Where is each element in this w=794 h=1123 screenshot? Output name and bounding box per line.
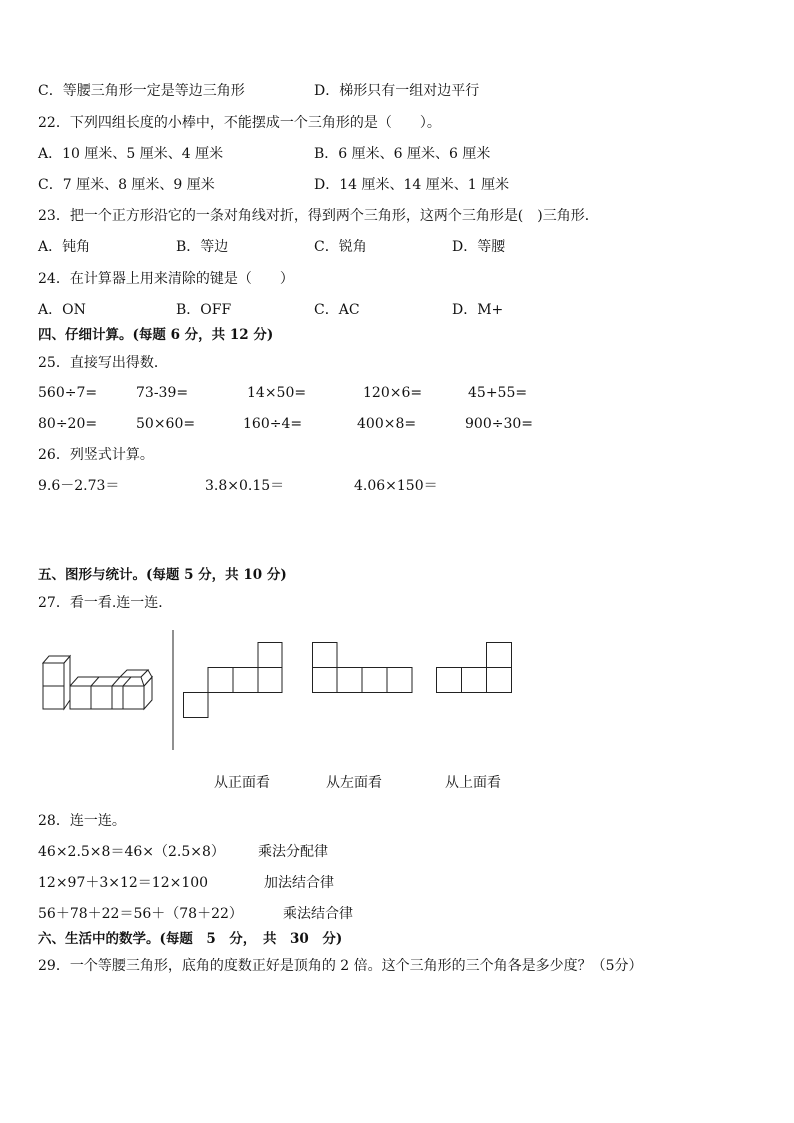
- q25-row2-item: 400×8=: [357, 416, 417, 432]
- q28-equation: 56＋78＋22＝56＋（78＋22）: [38, 906, 243, 922]
- q21-option-c: C．等腰三角形一定是等边三角形: [38, 83, 245, 99]
- q26-item: 4.06×150＝: [354, 478, 438, 494]
- q22-option-c: C．7 厘米、8 厘米、9 厘米: [38, 177, 215, 193]
- q28-stem: 28．连一连。: [38, 813, 126, 829]
- section-5-heading: 五、图形与统计。(每题 5 分，共 10 分): [38, 567, 287, 583]
- q26-stem: 26．列竖式计算。: [38, 447, 154, 463]
- q25-row1-item: 73-39=: [136, 385, 189, 401]
- q28-law: 乘法结合律: [283, 906, 353, 922]
- q28-law: 乘法分配律: [258, 844, 328, 860]
- q25-row2-item: 900÷30=: [465, 416, 533, 432]
- section-6-heading: 六、生活中的数学。(每题 5 分， 共 30 分): [38, 931, 343, 947]
- view-label-left: 从左面看: [326, 775, 382, 791]
- view-figure-a: [183, 642, 283, 718]
- q27-stem: 27．看一看.连一连．: [38, 595, 173, 611]
- q23-option-c: C．锐角: [314, 239, 367, 255]
- q28-law: 加法结合律: [264, 875, 334, 891]
- q22-option-d: D．14 厘米、14 厘米、1 厘米: [314, 177, 510, 193]
- q22-stem: 22．下列四组长度的小棒中，不能摆成一个三角形的是（ ）。: [38, 115, 441, 131]
- q24-option-b: B．OFF: [176, 302, 232, 318]
- q24-option-c: C．AC: [314, 302, 360, 318]
- q25-row1-item: 45+55=: [468, 385, 528, 401]
- q23-option-b: B．等边: [176, 239, 229, 255]
- q26-item: 3.8×0.15＝: [205, 478, 285, 494]
- q25-stem: 25．直接写出得数．: [38, 355, 168, 371]
- q24-option-d: D．M+: [452, 302, 504, 318]
- section-4-heading: 四、仔细计算。(每题 6 分，共 12 分): [38, 327, 274, 343]
- q25-row1-item: 560÷7=: [38, 385, 98, 401]
- q25-row2-item: 80÷20=: [38, 416, 98, 432]
- q23-stem: 23．把一个正方形沿它的一条对角线对折，得到两个三角形，这两个三角形是( )三角形．: [38, 208, 599, 224]
- q25-row2-item: 50×60=: [136, 416, 196, 432]
- q26-item: 9.6－2.73＝: [38, 478, 120, 494]
- q28-equation: 46×2.5×8＝46×（2.5×8）: [38, 844, 225, 860]
- q21-option-d: D．梯形只有一组对边平行: [314, 83, 480, 99]
- view-label-top: 从上面看: [445, 775, 501, 791]
- q22-option-b: B．6 厘米、6 厘米、6 厘米: [314, 146, 491, 162]
- view-label-front: 从正面看: [214, 775, 270, 791]
- q25-row1-item: 120×6=: [363, 385, 423, 401]
- q28-equation: 12×97＋3×12＝12×100: [38, 875, 209, 891]
- view-figure-c: [436, 642, 514, 694]
- figure-divider: [172, 630, 174, 750]
- q23-option-a: A．钝角: [38, 239, 91, 255]
- q25-row2-item: 160÷4=: [243, 416, 303, 432]
- q24-stem: 24．在计算器上用来清除的键是（ ）: [38, 271, 294, 287]
- q29-stem: 29．一个等腰三角形，底角的度数正好是顶角的 2 倍。这个三角形的三个角各是多少度？（5分）: [38, 958, 643, 974]
- q24-option-a: A．ON: [38, 302, 86, 318]
- view-figure-b: [312, 642, 414, 694]
- q22-option-a: A．10 厘米、5 厘米、4 厘米: [38, 146, 224, 162]
- cube-solid-figure: [40, 660, 155, 720]
- q25-row1-item: 14×50=: [247, 385, 307, 401]
- q23-option-d: D．等腰: [452, 239, 506, 255]
